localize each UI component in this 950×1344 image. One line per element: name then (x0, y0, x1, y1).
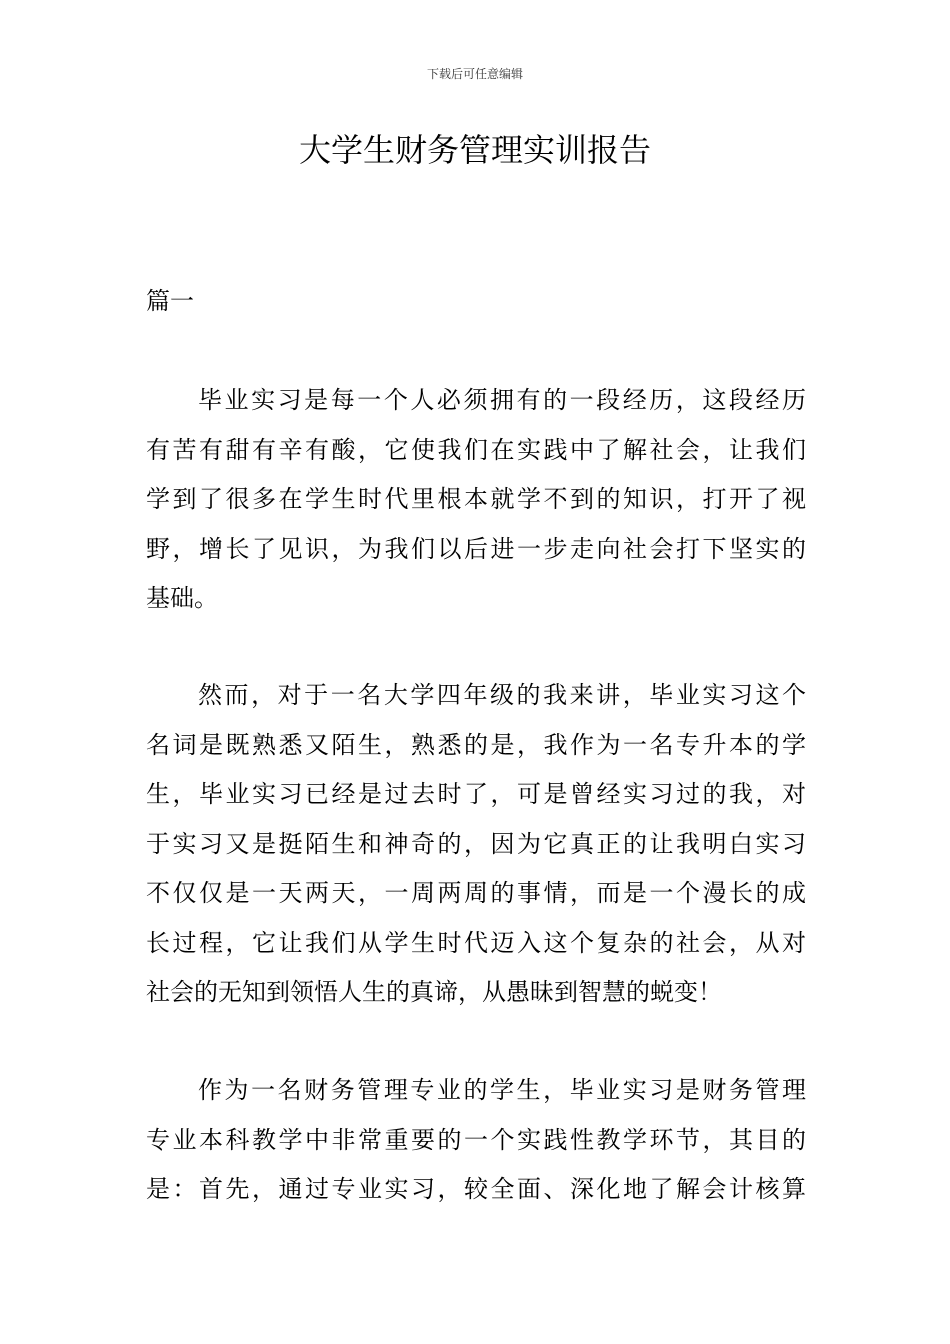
paragraph-line: 生，毕业实习已经是过去时了，可是曾经实习过的我，对 (146, 780, 806, 808)
paragraph-line: 是：首先，通过专业实习，较全面、深化地了解会计核算 (146, 1175, 806, 1203)
paragraph-line: 毕业实习是每一个人必须拥有的一段经历，这段经历 (198, 386, 806, 414)
paragraph-line: 长过程，它让我们从学生时代迈入这个复杂的社会，从对 (146, 928, 806, 957)
paragraph-line: 作为一名财务管理专业的学生，毕业实习是财务管理 (198, 1076, 806, 1104)
paragraph-line: 学到了很多在学生时代里根本就学不到的知识，打开了视 (146, 485, 806, 513)
paragraph-line: 社会的无知到领悟人生的真谛，从愚昧到智慧的蜕变！ (146, 978, 722, 1006)
header-note: 下载后可任意编辑 (426, 67, 523, 81)
paragraph-2 (146, 671, 806, 1018)
paragraph-line: 基础。 (146, 584, 218, 612)
paragraph-line: 专业本科教学中非常重要的一个实践性教学环节，其目的 (146, 1125, 806, 1154)
section-label: 篇一 (146, 287, 194, 315)
paragraph-1 (146, 376, 806, 624)
paragraph-line: 野，增长了见识，为我们以后进一步走向社会打下坚实的 (146, 534, 806, 563)
paragraph-3 (146, 1066, 806, 1215)
paragraph-line: 不仅仅是一天两天，一周两周的事情，而是一个漫长的成 (146, 879, 806, 907)
paragraph-line: 然而，对于一名大学四年级的我来讲，毕业实习这个 (198, 681, 806, 709)
paragraph-line: 于实习又是挺陌生和神奇的，因为它真正的让我明白实习 (146, 829, 806, 858)
document-title: 大学生财务管理实训报告 (298, 131, 651, 169)
paragraph-line: 有苦有甜有辛有酸，它使我们在实践中了解社会，让我们 (146, 435, 806, 464)
paragraph-line: 名词是既熟悉又陌生，熟悉的是，我作为一名专升本的学 (146, 730, 806, 759)
